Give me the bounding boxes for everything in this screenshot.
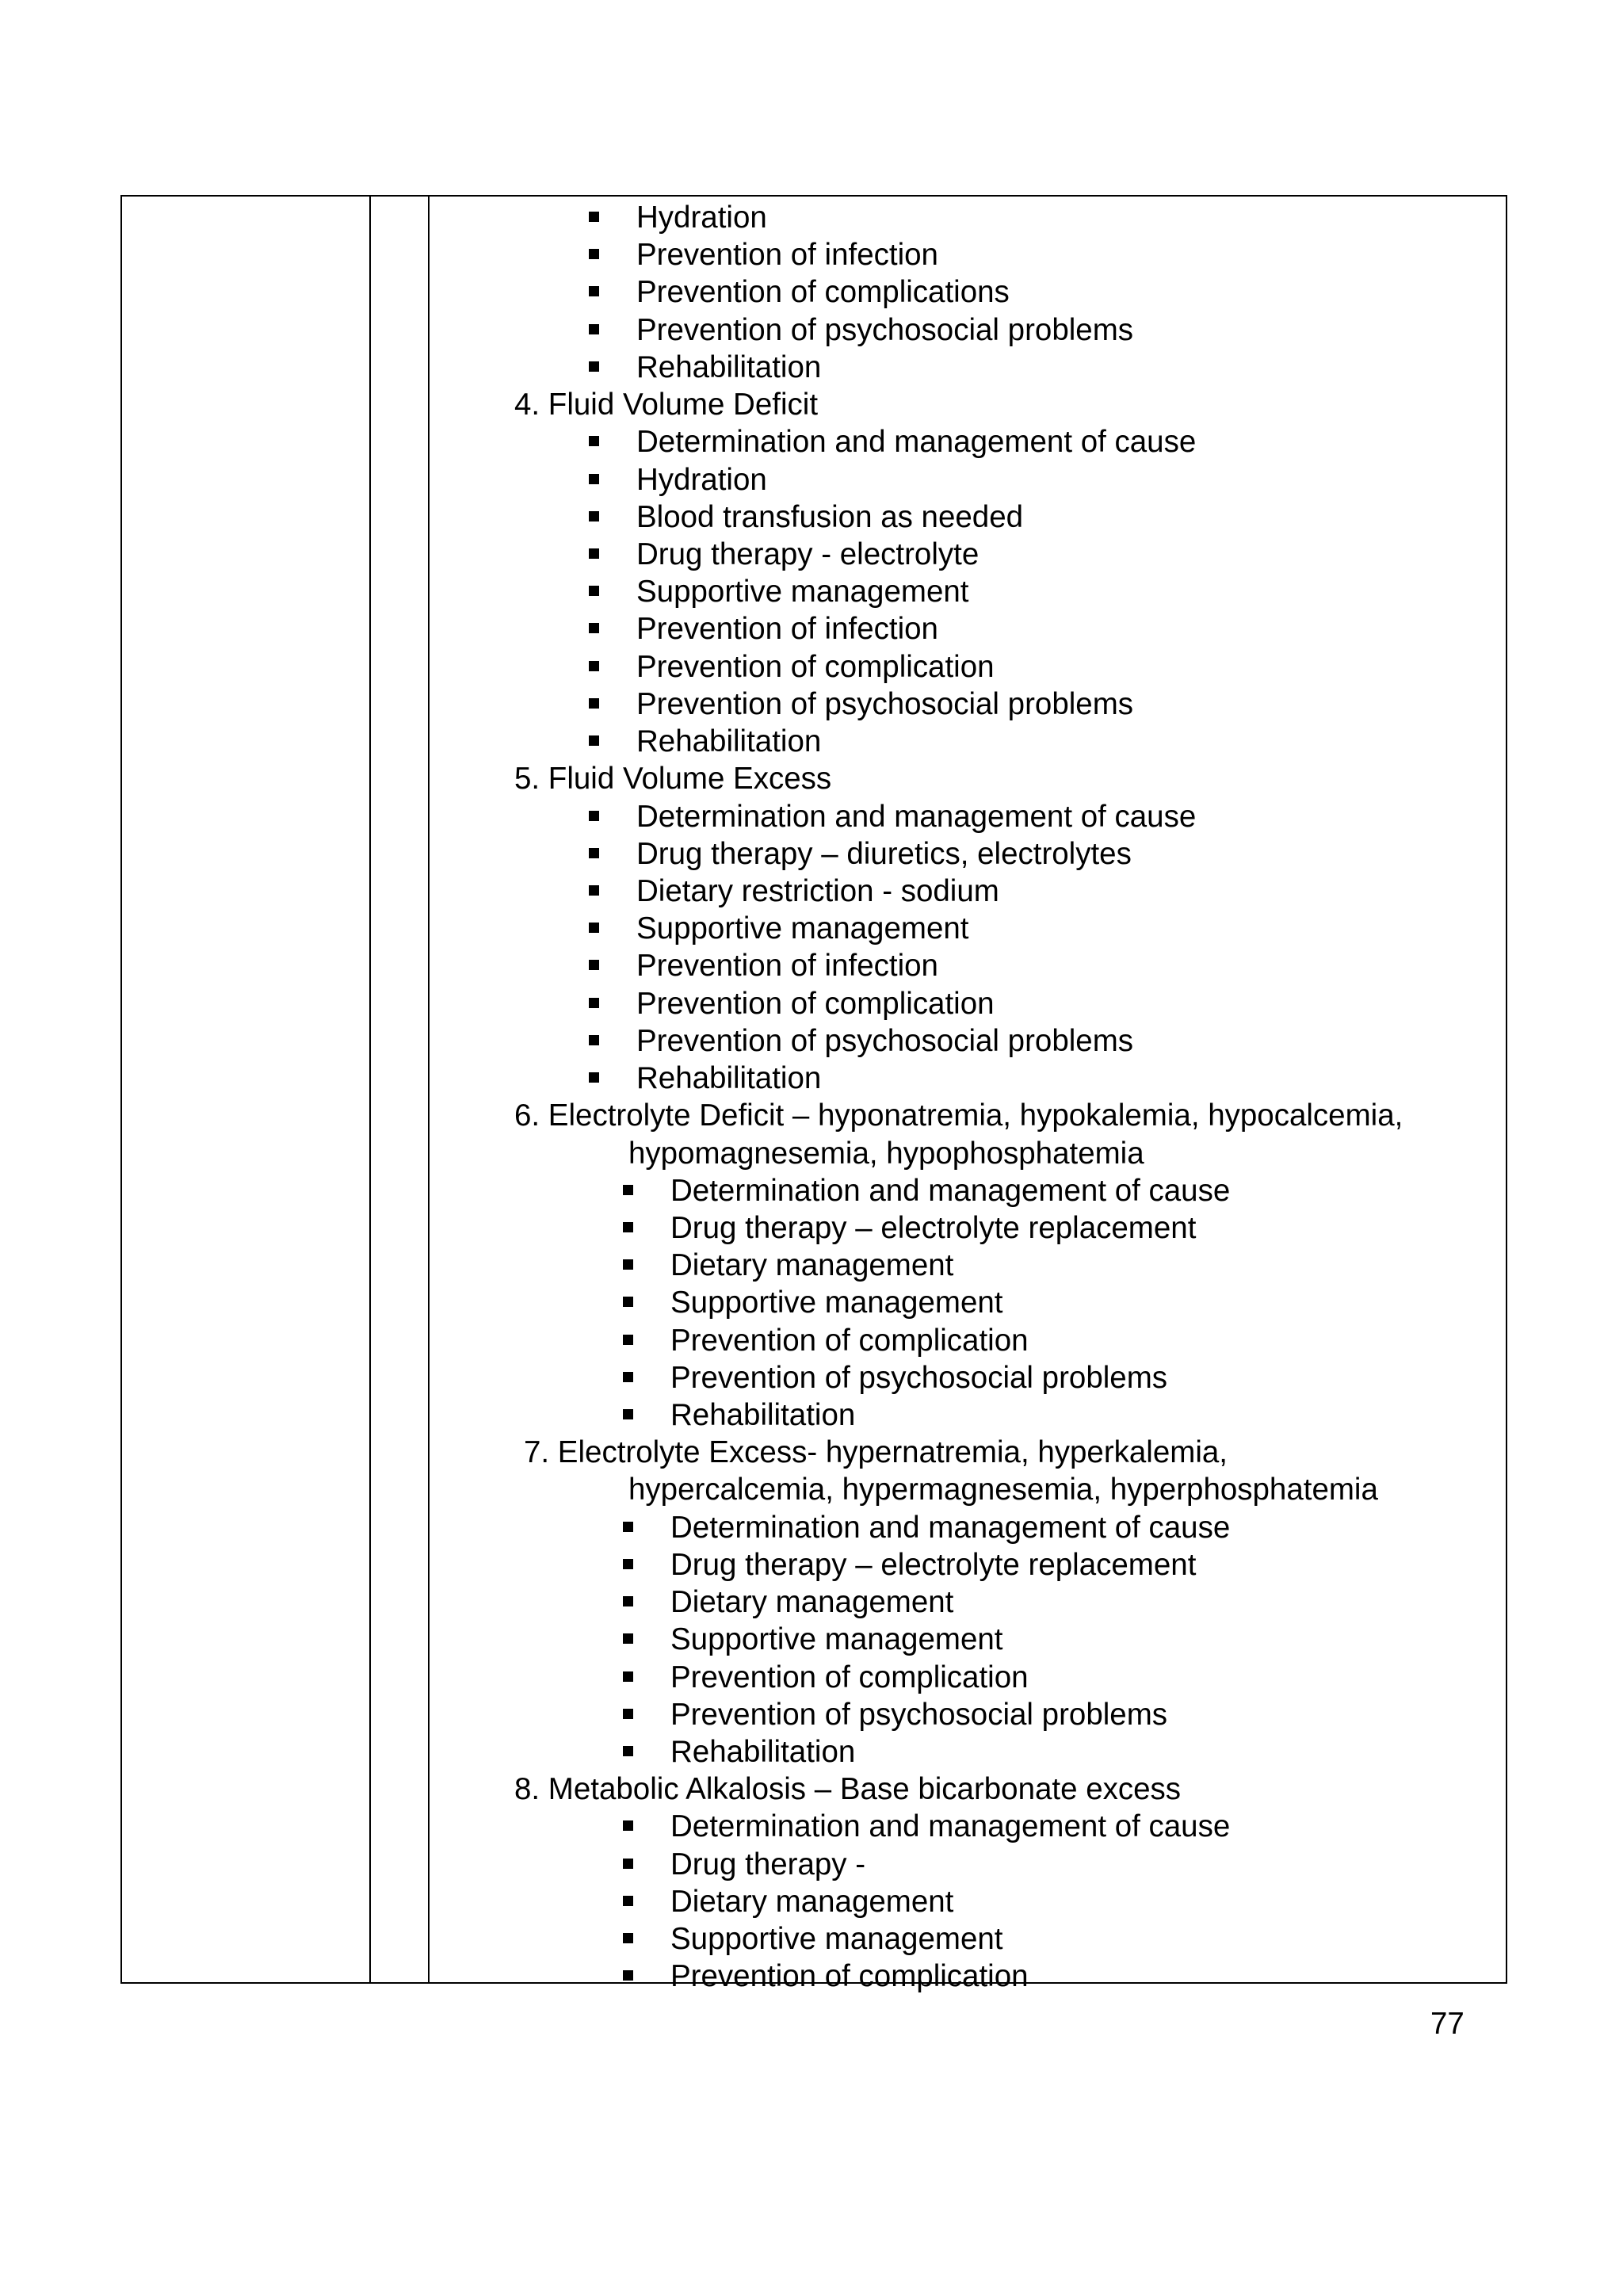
square-bullet-icon: [589, 1072, 599, 1083]
line-text: Determination and management of cause: [636, 425, 1197, 460]
square-bullet-icon: [589, 923, 599, 933]
line-text: Rehabilitation: [670, 1735, 856, 1770]
square-bullet-icon: [623, 1820, 633, 1831]
line-text: hypercalcemia, hypermagnesemia, hyperphosphatemia: [628, 1473, 1378, 1507]
square-bullet-icon: [589, 548, 599, 559]
line-text: Drug therapy -: [670, 1847, 866, 1881]
square-bullet-icon: [623, 1409, 633, 1419]
square-bullet-icon: [623, 1671, 633, 1682]
line-text: Drug therapy - electrolyte: [636, 537, 980, 571]
square-bullet-icon: [589, 436, 599, 446]
line-text: Determination and management of cause: [636, 799, 1197, 834]
square-bullet-icon: [623, 1633, 633, 1644]
square-bullet-icon: [589, 848, 599, 858]
line-text: Determination and management of cause: [670, 1173, 1231, 1208]
square-bullet-icon: [623, 1185, 633, 1195]
line-text: Drug therapy – electrolyte replacement: [670, 1210, 1197, 1245]
square-bullet-icon: [623, 1222, 633, 1232]
line-text: Rehabilitation: [636, 350, 822, 384]
line-text: Rehabilitation: [670, 1398, 856, 1433]
line-text: Hydration: [636, 201, 767, 235]
square-bullet-icon: [623, 1372, 633, 1382]
square-bullet-icon: [589, 998, 599, 1008]
square-bullet-icon: [589, 811, 599, 821]
square-bullet-icon: [623, 1522, 633, 1532]
square-bullet-icon: [623, 1746, 633, 1756]
line-text: Prevention of complication: [670, 1323, 1029, 1358]
square-bullet-icon: [589, 1035, 599, 1045]
square-bullet-icon: [623, 1596, 633, 1606]
line-text: Supportive management: [670, 1286, 1003, 1320]
square-bullet-icon: [589, 885, 599, 896]
square-bullet-icon: [589, 735, 599, 746]
line-text: Prevention of complication: [670, 1660, 1029, 1694]
line-text: 8. Metabolic Alkalosis – Base bicarbonate excess: [514, 1772, 1182, 1807]
line-text: Determination and management of cause: [670, 1809, 1231, 1844]
square-bullet-icon: [589, 286, 599, 296]
line-text: Prevention of psychosocial problems: [636, 686, 1134, 721]
square-bullet-icon: [623, 1559, 633, 1569]
line-text: Rehabilitation: [636, 1061, 822, 1096]
line-text: Prevention of infection: [636, 612, 938, 647]
line-text: Dietary management: [670, 1884, 954, 1919]
column-divider-1: [369, 197, 371, 1982]
square-bullet-icon: [623, 1859, 633, 1869]
square-bullet-icon: [623, 1335, 633, 1345]
square-bullet-icon: [589, 511, 599, 521]
line-text: Supportive management: [636, 911, 969, 946]
line-text: hypomagnesemia, hypophosphatemia: [628, 1136, 1144, 1171]
square-bullet-icon: [589, 960, 599, 970]
line-text: 5. Fluid Volume Excess: [514, 762, 832, 797]
square-bullet-icon: [623, 1709, 633, 1719]
line-text: Prevention of complication: [670, 1959, 1029, 1994]
line-text: Drug therapy – electrolyte replacement: [670, 1547, 1197, 1582]
square-bullet-icon: [623, 1896, 633, 1906]
line-text: Prevention of infection: [636, 238, 938, 273]
line-text: Prevention of psychosocial problems: [670, 1360, 1168, 1395]
line-text: 4. Fluid Volume Deficit: [514, 388, 819, 422]
square-bullet-icon: [623, 1970, 633, 1981]
line-text: Dietary management: [670, 1248, 954, 1283]
line-text: Blood transfusion as needed: [636, 499, 1024, 534]
line-text: Supportive management: [636, 575, 969, 609]
line-text: Rehabilitation: [636, 724, 822, 759]
line-text: Prevention of complications: [636, 275, 1010, 310]
line-text: 6. Electrolyte Deficit – hyponatremia, hypokalemia, hypocalcemia,: [514, 1098, 1403, 1133]
square-bullet-icon: [589, 698, 599, 709]
line-text: Drug therapy – diuretics, electrolytes: [636, 836, 1132, 871]
square-bullet-icon: [589, 249, 599, 259]
line-text: Prevention of psychosocial problems: [670, 1697, 1168, 1732]
square-bullet-icon: [589, 474, 599, 484]
square-bullet-icon: [589, 324, 599, 334]
line-text: Supportive management: [670, 1922, 1003, 1957]
line-text: Prevention of psychosocial problems: [636, 312, 1134, 347]
line-text: Prevention of infection: [636, 949, 938, 984]
square-bullet-icon: [589, 586, 599, 596]
line-text: Prevention of psychosocial problems: [636, 1023, 1134, 1058]
line-text: Dietary management: [670, 1585, 954, 1620]
column-divider-2: [428, 197, 430, 1982]
square-bullet-icon: [589, 212, 599, 222]
square-bullet-icon: [623, 1297, 633, 1307]
square-bullet-icon: [589, 361, 599, 372]
line-text: Determination and management of cause: [670, 1510, 1231, 1545]
line-text: Prevention of complication: [636, 986, 995, 1021]
square-bullet-icon: [623, 1933, 633, 1943]
line-text: Hydration: [636, 462, 767, 497]
page-number: 77: [1430, 2007, 1465, 2041]
square-bullet-icon: [589, 661, 599, 671]
line-text: Dietary restriction - sodium: [636, 873, 999, 908]
line-text: Supportive management: [670, 1622, 1003, 1657]
line-text: Prevention of complication: [636, 649, 995, 684]
square-bullet-icon: [589, 623, 599, 633]
line-text: 7. Electrolyte Excess- hypernatremia, hyperkalemia,: [524, 1435, 1228, 1470]
square-bullet-icon: [623, 1259, 633, 1270]
